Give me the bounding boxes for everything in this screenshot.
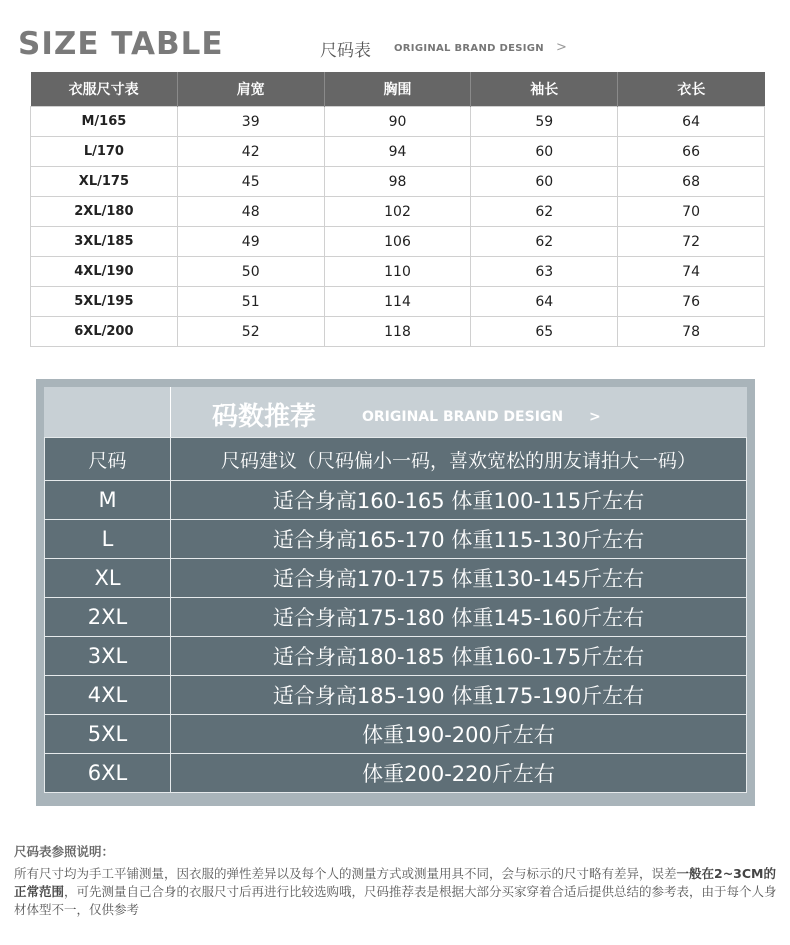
notes-text: 所有尺寸均为手工平铺测量，因衣服的弹性差异以及每个人的测量方式或测量用具不同，会与标示的尺寸略有差异，误差 [14,866,677,881]
header-spacer [44,387,171,437]
column-header: 袖长 [471,72,618,107]
size-cell: 3XL/185 [31,227,178,257]
table-cell: 50 [177,257,324,287]
measurement-header-row [31,72,765,107]
advice-cell: 体重200-220斤左右 [171,754,747,793]
size-cell: 5XL [45,715,171,754]
table-cell: 70 [618,197,765,227]
table-cell: 68 [618,167,765,197]
table-row [31,257,765,287]
size-cell: M/165 [31,107,178,137]
column-header: 胸围 [324,72,471,107]
advice-cell: 适合身高175-180 体重145-160斤左右 [171,598,747,637]
recommendation-title: 码数推荐 [212,402,317,432]
brand-subtitle: ORIGINAL BRAND DESIGN [394,43,544,54]
size-cell: 5XL/195 [31,287,178,317]
table-row [45,637,747,676]
page-title: SIZE TABLE [18,26,224,62]
table-cell: 65 [471,317,618,347]
chinese-title: 尺码表 [320,41,371,61]
size-cell: 2XL [45,598,171,637]
notes-highlight: 一般在2~3CM的正常范围 [14,866,776,899]
column-header: 尺码建议（尺码偏小一码，喜欢宽松的朋友请拍大一码） [171,438,747,481]
table-cell: 102 [324,197,471,227]
size-notes [14,843,779,919]
table-cell: 76 [618,287,765,317]
header [0,0,790,70]
notes-body [14,865,779,919]
advice-cell: 适合身高185-190 体重175-190斤左右 [171,676,747,715]
table-cell: 66 [618,137,765,167]
size-cell: 6XL [45,754,171,793]
table-cell: 62 [471,227,618,257]
table-row [31,197,765,227]
table-cell: 62 [471,197,618,227]
table-cell: 90 [324,107,471,137]
advice-cell: 体重190-200斤左右 [171,715,747,754]
table-cell: 118 [324,317,471,347]
table-cell: 52 [177,317,324,347]
notes-text: ，可先测量自己合身的衣服尺寸后再进行比较选购哦，尺码推荐表是根据大部分买家穿着合适 [64,884,577,899]
table-cell: 45 [177,167,324,197]
column-header: 尺码 [45,438,171,481]
table-cell: 48 [177,197,324,227]
table-row [31,107,765,137]
size-cell: 3XL [45,637,171,676]
table-cell: 64 [471,287,618,317]
recommendation-header [44,387,747,437]
advice-cell: 适合身高170-175 体重130-145斤左右 [171,559,747,598]
notes-title: 尺码表参照说明： [14,844,115,859]
table-cell: 72 [618,227,765,257]
table-row [45,676,747,715]
table-cell: 110 [324,257,471,287]
size-cell: M [45,481,171,520]
table-row [31,167,765,197]
table-row [31,137,765,167]
recommendation-brand: ORIGINAL BRAND DESIGN [362,409,564,425]
size-cell: L/170 [31,137,178,167]
size-cell: 4XL [45,676,171,715]
table-cell: 39 [177,107,324,137]
table-cell: 49 [177,227,324,257]
table-cell: 60 [471,137,618,167]
column-header: 肩宽 [177,72,324,107]
measurement-table [30,72,765,347]
table-cell: 74 [618,257,765,287]
advice-cell: 适合身高165-170 体重115-130斤左右 [171,520,747,559]
chevron-right-icon: > [556,40,567,55]
table-row [45,598,747,637]
size-cell: 2XL/180 [31,197,178,227]
table-row [31,317,765,347]
table-row [45,754,747,793]
table-cell: 42 [177,137,324,167]
size-cell: 6XL/200 [31,317,178,347]
table-cell: 60 [471,167,618,197]
advice-cell: 适合身高160-165 体重100-115斤左右 [171,481,747,520]
chevron-right-icon: > [589,409,601,425]
table-row [45,715,747,754]
advice-cell: 适合身高180-185 体重160-175斤左右 [171,637,747,676]
table-cell: 64 [618,107,765,137]
table-row [31,287,765,317]
table-row [45,481,747,520]
size-cell: XL [45,559,171,598]
table-row [45,559,747,598]
table-row [45,520,747,559]
size-cell: L [45,520,171,559]
table-cell: 63 [471,257,618,287]
table-row [31,227,765,257]
notes-text: 后提供总结的参考表，由于每个人身材体型不一，仅供参考 [14,884,777,917]
table-cell: 94 [324,137,471,167]
size-cell: XL/175 [31,167,178,197]
size-recommendation-panel [36,379,755,806]
column-header: 衣长 [618,72,765,107]
size-cell: 4XL/190 [31,257,178,287]
table-cell: 114 [324,287,471,317]
table-cell: 98 [324,167,471,197]
recommendation-table [44,437,747,793]
table-cell: 78 [618,317,765,347]
table-cell: 59 [471,107,618,137]
recommendation-header-row [45,438,747,481]
table-cell: 106 [324,227,471,257]
column-header: 衣服尺寸表 [31,72,178,107]
table-cell: 51 [177,287,324,317]
